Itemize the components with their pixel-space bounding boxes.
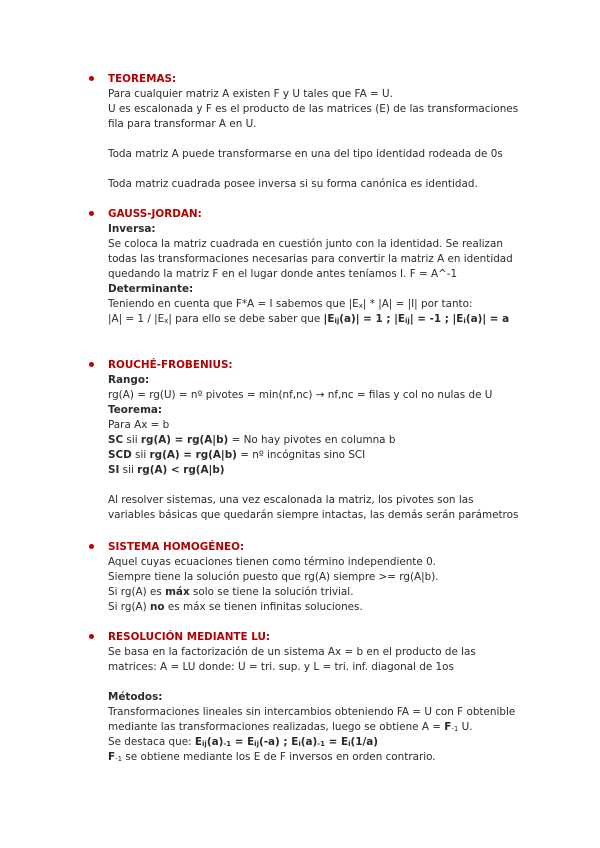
text-line: U es escalonada y F es el producto de las matrices (E) de las transformaciones <box>108 103 519 115</box>
text-line: |A| = 1 / |Ex| para ello se debe saber que |Eij(a)| = 1 ; |Eij| = -1 ; |Ei(a)| = a <box>108 313 510 325</box>
text-line: SI sii rg(A) < rg(A|b) <box>108 464 225 476</box>
text-line: Para Ax = b <box>108 419 170 431</box>
section-title: TEOREMAS: <box>108 73 177 85</box>
bullet-icon <box>89 76 94 81</box>
text-line: Si rg(A) no es máx se tienen infinitas soluciones. <box>108 601 363 613</box>
section-title: GAUSS-JORDAN: <box>108 208 202 220</box>
text-line: SC sii rg(A) = rg(A|b) = No hay pivotes en columna b <box>108 434 396 446</box>
section-gauss-jordan <box>92 207 542 327</box>
bullet-icon <box>89 362 94 367</box>
text-line: matrices: A = LU donde: U = tri. sup. y L = tri. inf. diagonal de 1os <box>108 661 454 673</box>
subheading-metodos: Métodos: <box>108 691 163 703</box>
subheading-inversa: Inversa: <box>108 223 156 235</box>
subheading-rango: Rango: <box>108 374 150 386</box>
text-line: Se destaca que: Eij(a)-1 = Eij(-a) ; Ei(a)-1 = Ei(1/a) <box>108 736 379 748</box>
text-line: Si rg(A) es máx solo se tiene la solución trivial. <box>108 586 354 598</box>
text-line: Transformaciones lineales sin intercambios obteniendo FA = U con F obtenible <box>108 706 516 718</box>
text-line: Aquel cuyas ecuaciones tienen como término independiente 0. <box>108 556 436 568</box>
section-teoremas <box>92 72 542 192</box>
text-line: Se basa en la factorización de un sistema Ax = b en el producto de las <box>108 646 476 658</box>
subheading-determinante: Determinante: <box>108 283 194 295</box>
text-line: Toda matriz A puede transformarse en una del tipo identidad rodeada de 0s <box>108 148 503 160</box>
section-sistema-homogeneo <box>92 540 542 615</box>
text-line: fila para transformar A en U. <box>108 118 257 130</box>
text-line: Teniendo en cuenta que F*A = I sabemos que |Ex| * |A| = |I| por tanto: <box>108 298 473 310</box>
text-line: SCD sii rg(A) = rg(A|b) = nº incógnitas sino SCI <box>108 449 366 461</box>
section-title: RESOLUCIÓN MEDIANTE LU: <box>108 631 271 643</box>
text-line: Toda matriz cuadrada posee inversa si su forma canónica es identidad. <box>108 178 478 190</box>
bullet-icon <box>89 211 94 216</box>
text-line: rg(A) = rg(U) = nº pivotes = min(nf,nc) → nf,nc = filas y col no nulas de U <box>108 389 493 401</box>
section-resolucion-lu <box>92 630 542 765</box>
text-line: Al resolver sistemas, una vez escalonada la matriz, los pivotes son las <box>108 494 474 506</box>
text-line: todas las transformaciones necesarias para convertir la matriz A en identidad <box>108 253 513 265</box>
text-line: quedando la matriz F en el lugar donde antes teníamos I. F = A^-1 <box>108 268 458 280</box>
bullet-icon <box>89 544 94 549</box>
bullet-icon <box>89 634 94 639</box>
text-line: Siempre tiene la solución puesto que rg(A) siempre >= rg(A|b). <box>108 571 439 583</box>
text-line: Para cualquier matriz A existen F y U tales que FA = U. <box>108 88 393 100</box>
text-line: F-1 se obtiene mediante los E de F inversos en orden contrario. <box>108 751 436 763</box>
text-line: variables básicas que quedarán siempre intactas, las demás serán parámetros <box>108 509 519 521</box>
subheading-teorema: Teorema: <box>108 404 163 416</box>
section-title: SISTEMA HOMOGÉNEO: <box>108 541 245 553</box>
section-rouche-frobenius <box>92 358 542 523</box>
section-title: ROUCHÉ-FROBENIUS: <box>108 359 233 371</box>
text-line: Se coloca la matriz cuadrada en cuestión junto con la identidad. Se realizan <box>108 238 503 250</box>
text-line: mediante las transformaciones realizadas, luego se obtiene A = F-1 U. <box>108 721 473 733</box>
